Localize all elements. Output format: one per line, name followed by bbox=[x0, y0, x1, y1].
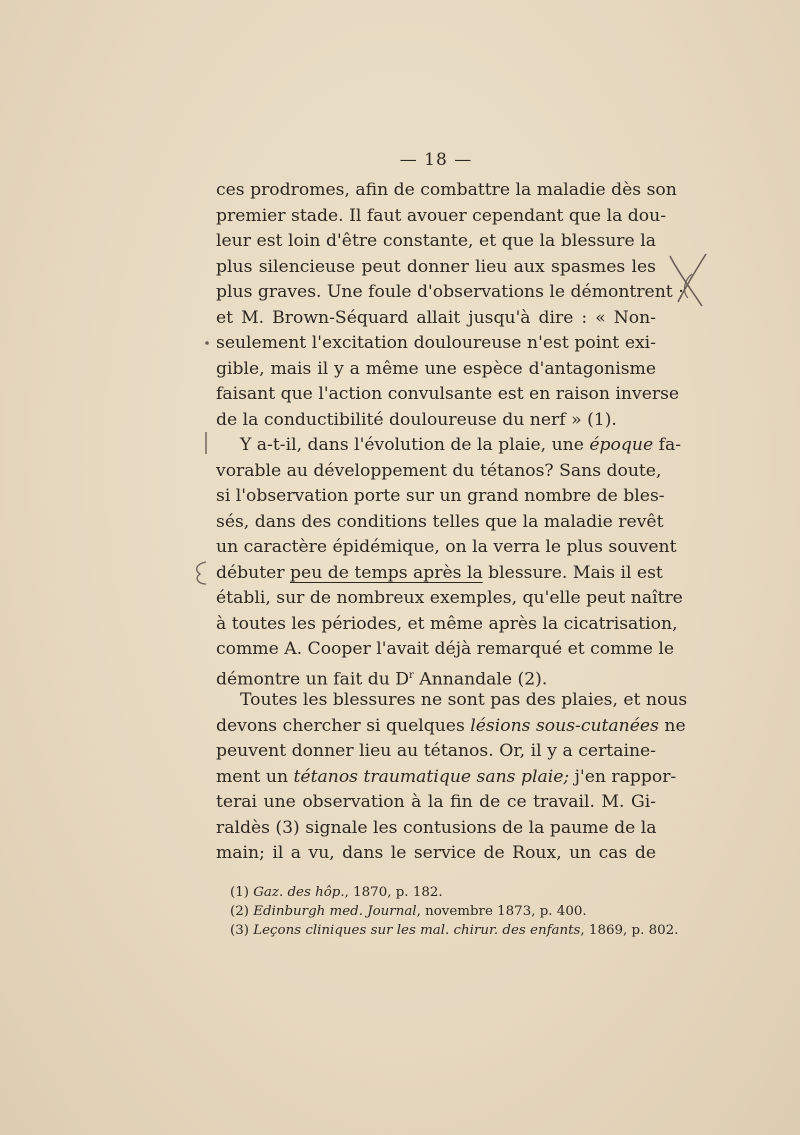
text-line: ces prodromes, afin de combattre la maladie dès son bbox=[216, 180, 677, 200]
footnote: (2) Edinburgh med. Journal, novembre 1873, p. 400. bbox=[230, 903, 587, 919]
text-line: démontre un fait du $D^r$ Annandale (2). bbox=[216, 669, 548, 690]
text-line: devons chercher si quelques lésions sous-cutanées ne bbox=[216, 715, 686, 736]
pencil-underline: peu de temps après la bbox=[290, 562, 483, 583]
text-line: leur est loin d'être constante, et que la blessure la bbox=[216, 231, 656, 251]
pencil-dot-icon bbox=[204, 340, 210, 346]
pencil-tick-icon bbox=[202, 430, 210, 456]
body-text bbox=[216, 178, 688, 867]
text-line: Y a-t-il, dans l'évolution de la plaie, une époque fa- bbox=[240, 435, 682, 455]
text-line: raldès (3) signale les contusions de la paume de la bbox=[216, 817, 657, 838]
text-line: main; il a vu, dans le service de Roux, un cas de bbox=[216, 843, 656, 863]
text-line: débuter peu de temps après la blessure. Mais il est bbox=[216, 562, 663, 583]
page-number: — 18 — bbox=[399, 150, 473, 170]
text-line: ment un tétanos traumatique sans plaie; j'en rappor- bbox=[216, 766, 677, 787]
text-line: gible, mais il y a même une espèce d'antagonisme bbox=[216, 358, 656, 379]
text-line: peuvent donner lieu au tétanos. Or, il y a certaine- bbox=[216, 741, 656, 761]
footnote: (3) Leçons cliniques sur les mal. chirur. des enfants, 1869, p. 802. bbox=[230, 922, 679, 938]
text-line: Toutes les blessures ne sont pas des plaies, et nous bbox=[240, 690, 688, 710]
pencil-bracket-icon bbox=[190, 558, 210, 588]
text-line: de la conductibilité douloureuse du nerf » (1). bbox=[216, 409, 617, 430]
pencil-cross-mark-icon bbox=[664, 252, 712, 312]
text-line: à toutes les périodes, et même après la cicatrisation, bbox=[216, 613, 678, 634]
text-line: terai une observation à la fin de ce travail. M. Gi- bbox=[216, 792, 656, 812]
text-line: vorable au développement du tétanos? Sans doute, bbox=[216, 460, 662, 481]
footnote: (1) Gaz. des hôp., 1870, p. 182. bbox=[230, 884, 443, 900]
text-line: plus graves. Une foule d'observations le démontrent ; bbox=[216, 282, 684, 302]
footnotes bbox=[216, 883, 679, 940]
text-line: plus silencieuse peut donner lieu aux spasmes les bbox=[216, 256, 656, 277]
page-body bbox=[216, 150, 688, 940]
text-line: sés, dans des conditions telles que la maladie revêt bbox=[216, 511, 664, 532]
text-line: si l'observation porte sur un grand nombre de bles- bbox=[216, 486, 665, 506]
text-line: comme A. Cooper l'avait déjà remarqué et comme le bbox=[216, 639, 675, 659]
text-line: un caractère épidémique, on la verra le plus souvent bbox=[216, 537, 677, 557]
text-line: premier stade. Il faut avouer cependant que la dou- bbox=[216, 205, 667, 226]
text-line: seulement l'excitation douloureuse n'est point exi- bbox=[216, 333, 656, 353]
text-line: et M. Brown-Séquard allait jusqu'à dire : « Non- bbox=[216, 307, 656, 328]
text-line: faisant que l'action convulsante est en raison inverse bbox=[216, 384, 680, 404]
text-line: établi, sur de nombreux exemples, qu'elle peut naître bbox=[216, 588, 683, 608]
